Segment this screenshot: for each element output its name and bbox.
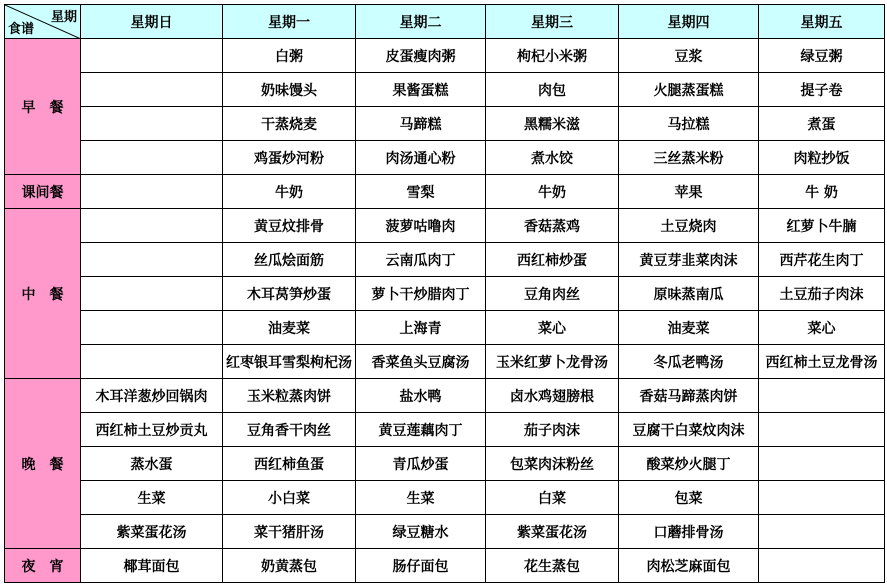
dish-cell: 包菜肉沫粉丝	[486, 447, 619, 481]
dish-cell: 口蘑排骨汤	[619, 515, 759, 549]
menu-body	[5, 39, 885, 583]
dish-cell: 奶味馒头	[223, 73, 356, 107]
menu-row	[5, 73, 885, 107]
dish-cell: 三丝蒸米粉	[619, 141, 759, 175]
dish-cell: 肉粒抄饭	[759, 141, 885, 175]
dish-cell: 青瓜炒蛋	[356, 447, 486, 481]
meal-label-snack: 课间餐	[5, 175, 81, 209]
dish-cell: 香菜鱼头豆腐汤	[356, 345, 486, 379]
dish-cell: 肉松芝麻面包	[619, 549, 759, 583]
meal-label-lunch: 中 餐	[5, 209, 81, 379]
dish-cell: 皮蛋瘦肉粥	[356, 39, 486, 73]
dish-cell: 豆腐干白菜炆肉沫	[619, 413, 759, 447]
dish-cell: 黄豆芽韭菜肉沫	[619, 243, 759, 277]
dish-cell: 绿豆粥	[759, 39, 885, 73]
dish-cell	[759, 413, 885, 447]
dish-cell: 豆浆	[619, 39, 759, 73]
dish-cell: 香菇马蹄蒸肉饼	[619, 379, 759, 413]
dish-cell: 牛奶	[486, 175, 619, 209]
dish-cell: 奶黄蒸包	[223, 549, 356, 583]
dish-cell: 西红柿土豆龙骨汤	[759, 345, 885, 379]
dish-cell: 提子卷	[759, 73, 885, 107]
dish-cell: 黄豆炆排骨	[223, 209, 356, 243]
dish-cell: 肉汤通心粉	[356, 141, 486, 175]
dish-cell: 干蒸烧麦	[223, 107, 356, 141]
dish-cell: 冬瓜老鸭汤	[619, 345, 759, 379]
menu-row	[5, 175, 885, 209]
dish-cell: 玉米红萝卜龙骨汤	[486, 345, 619, 379]
dish-cell	[81, 311, 223, 345]
dish-cell: 盐水鸭	[356, 379, 486, 413]
corner-week-label: 星期	[50, 10, 77, 25]
dish-cell: 马蹄糕	[356, 107, 486, 141]
dish-cell: 木耳洋葱炒回锅肉	[81, 379, 223, 413]
dish-cell: 包菜	[619, 481, 759, 515]
day-header-sun: 星期日	[81, 5, 223, 39]
day-header-tue: 星期二	[356, 5, 486, 39]
meal-label-dinner: 晚 餐	[5, 379, 81, 549]
dish-cell: 煮蛋	[759, 107, 885, 141]
dish-cell: 豆角肉丝	[486, 277, 619, 311]
dish-cell: 蒸水蛋	[81, 447, 223, 481]
dish-cell: 苹果	[619, 175, 759, 209]
menu-row	[5, 549, 885, 583]
menu-row	[5, 379, 885, 413]
menu-row	[5, 447, 885, 481]
dish-cell: 黑糯米滋	[486, 107, 619, 141]
dish-cell: 菜心	[759, 311, 885, 345]
dish-cell	[81, 209, 223, 243]
dish-cell: 萝卜干炒腊肉丁	[356, 277, 486, 311]
day-header-wed: 星期三	[486, 5, 619, 39]
dish-cell	[81, 107, 223, 141]
day-header-mon: 星期一	[223, 5, 356, 39]
dish-cell: 菜心	[486, 311, 619, 345]
dish-cell: 菜干猪肝汤	[223, 515, 356, 549]
dish-cell: 马拉糕	[619, 107, 759, 141]
dish-cell: 西红柿土豆炒贡丸	[81, 413, 223, 447]
menu-row	[5, 39, 885, 73]
dish-cell: 椰茸面包	[81, 549, 223, 583]
dish-cell: 云南瓜肉丁	[356, 243, 486, 277]
dish-cell: 煮水饺	[486, 141, 619, 175]
dish-cell: 黄豆莲藕肉丁	[356, 413, 486, 447]
dish-cell: 西芹花生肉丁	[759, 243, 885, 277]
dish-cell: 土豆烧肉	[619, 209, 759, 243]
dish-cell: 绿豆糖水	[356, 515, 486, 549]
dish-cell: 肠仔面包	[356, 549, 486, 583]
day-header-fri: 星期五	[759, 5, 885, 39]
dish-cell: 生菜	[81, 481, 223, 515]
menu-row	[5, 345, 885, 379]
dish-cell: 红枣银耳雪梨枸杞汤	[223, 345, 356, 379]
dish-cell: 原味蒸南瓜	[619, 277, 759, 311]
dish-cell: 牛 奶	[759, 175, 885, 209]
meal-label-breakfast: 早 餐	[5, 39, 81, 175]
dish-cell	[759, 481, 885, 515]
dish-cell: 豆角香干肉丝	[223, 413, 356, 447]
menu-row	[5, 481, 885, 515]
dish-cell: 火腿蒸蛋糕	[619, 73, 759, 107]
menu-row	[5, 243, 885, 277]
dish-cell	[81, 345, 223, 379]
dish-cell: 白粥	[223, 39, 356, 73]
dish-cell: 牛奶	[223, 175, 356, 209]
dish-cell: 西红柿鱼蛋	[223, 447, 356, 481]
dish-cell	[759, 515, 885, 549]
menu-row	[5, 107, 885, 141]
menu-row	[5, 311, 885, 345]
dish-cell: 茄子肉沫	[486, 413, 619, 447]
dish-cell: 油麦菜	[223, 311, 356, 345]
dish-cell: 酸菜炒火腿丁	[619, 447, 759, 481]
dish-cell	[81, 277, 223, 311]
dish-cell: 卤水鸡翅膀根	[486, 379, 619, 413]
dish-cell: 香菇蒸鸡	[486, 209, 619, 243]
dish-cell: 上海青	[356, 311, 486, 345]
dish-cell	[759, 447, 885, 481]
dish-cell	[81, 73, 223, 107]
dish-cell: 木耳莴笋炒蛋	[223, 277, 356, 311]
dish-cell	[81, 39, 223, 73]
dish-cell: 枸杞小米粥	[486, 39, 619, 73]
dish-cell: 西红柿炒蛋	[486, 243, 619, 277]
dish-cell: 丝瓜烩面筋	[223, 243, 356, 277]
dish-cell	[759, 379, 885, 413]
menu-row	[5, 515, 885, 549]
header-row	[5, 5, 885, 39]
weekly-menu-table	[4, 4, 885, 583]
dish-cell: 花生蒸包	[486, 549, 619, 583]
dish-cell: 土豆茄子肉沫	[759, 277, 885, 311]
menu-row	[5, 141, 885, 175]
dish-cell: 生菜	[356, 481, 486, 515]
dish-cell	[81, 243, 223, 277]
dish-cell: 紫菜蛋花汤	[81, 515, 223, 549]
dish-cell: 玉米粒蒸肉饼	[223, 379, 356, 413]
dish-cell	[81, 175, 223, 209]
corner-cell	[5, 5, 81, 39]
dish-cell: 鸡蛋炒河粉	[223, 141, 356, 175]
menu-row	[5, 413, 885, 447]
menu-row	[5, 209, 885, 243]
dish-cell: 白菜	[486, 481, 619, 515]
dish-cell	[81, 141, 223, 175]
corner-menu-label: 食谱	[8, 22, 35, 37]
dish-cell: 小白菜	[223, 481, 356, 515]
dish-cell: 紫菜蛋花汤	[486, 515, 619, 549]
dish-cell	[759, 549, 885, 583]
dish-cell: 雪梨	[356, 175, 486, 209]
dish-cell: 肉包	[486, 73, 619, 107]
day-header-thu: 星期四	[619, 5, 759, 39]
meal-label-night-snack: 夜 宵	[5, 549, 81, 583]
dish-cell: 果酱蛋糕	[356, 73, 486, 107]
dish-cell: 油麦菜	[619, 311, 759, 345]
dish-cell: 菠萝咕噜肉	[356, 209, 486, 243]
dish-cell: 红萝卜牛腩	[759, 209, 885, 243]
menu-row	[5, 277, 885, 311]
